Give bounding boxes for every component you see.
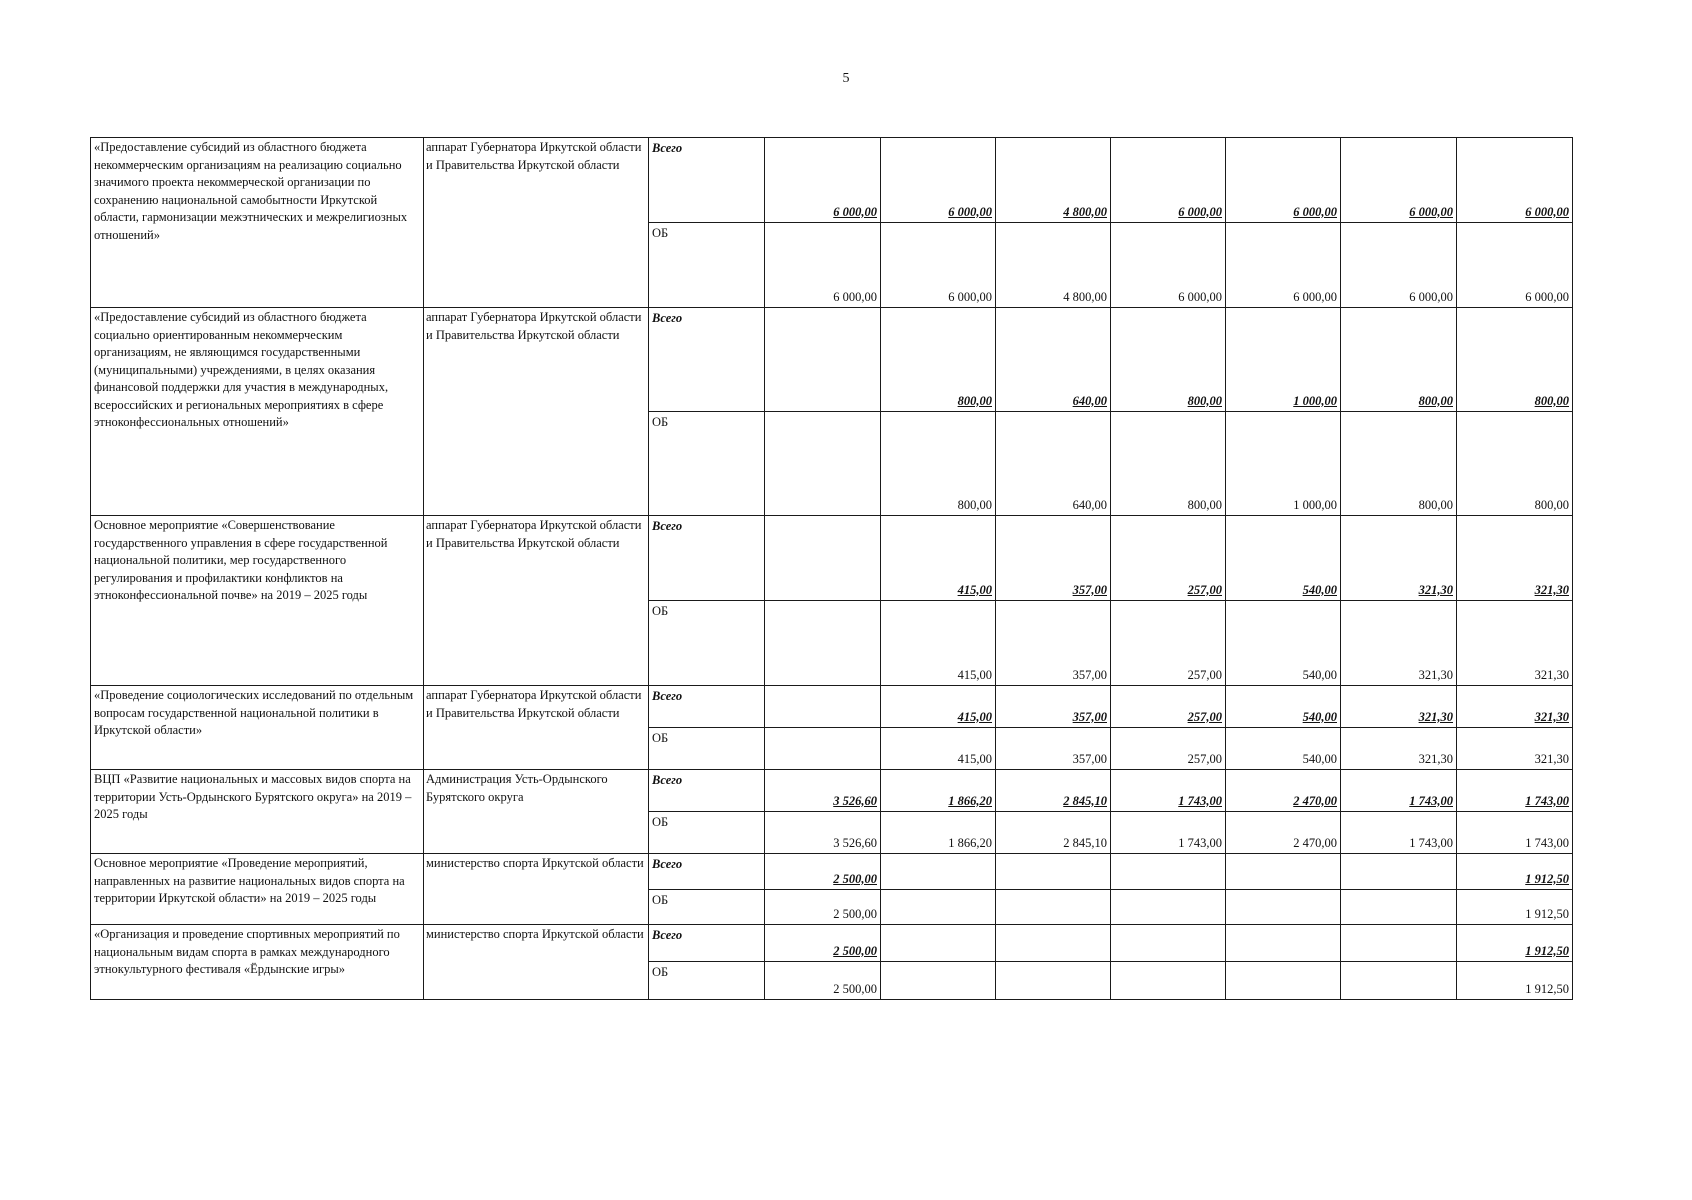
total-value-cell: 357,00 — [996, 516, 1111, 601]
activity-name-cell: «Организация и проведение спортивных мероприятий по национальным видам спорта в рамках международного этнокультурного фестиваля «Ёрдынские игры» — [91, 925, 424, 1000]
total-value-cell: 1 866,20 — [881, 770, 996, 812]
table-row — [91, 516, 1573, 601]
ob-value-cell — [765, 412, 881, 516]
total-value-cell: 2 470,00 — [1226, 770, 1341, 812]
funding-source-total-label: Всего — [649, 770, 765, 812]
ob-value-cell — [1111, 962, 1226, 1000]
total-value-cell: 800,00 — [1341, 308, 1457, 412]
ob-value-cell: 1 743,00 — [1457, 812, 1573, 854]
ob-value-cell: 321,30 — [1341, 728, 1457, 770]
ob-value-cell: 3 526,60 — [765, 812, 881, 854]
ob-value-cell: 415,00 — [881, 728, 996, 770]
ob-value-cell — [881, 962, 996, 1000]
activity-name-cell: Основное мероприятие «Совершенствование государственного управления в сфере государственной национальной политики, мер государственного регулирования и профилактики конфликтов на этноконфессиональной почве» на 2019 – 2025 годы — [91, 516, 424, 686]
ob-value-cell: 1 866,20 — [881, 812, 996, 854]
ob-value-cell: 540,00 — [1226, 728, 1341, 770]
total-value-cell: 415,00 — [881, 516, 996, 601]
total-value-cell — [1111, 854, 1226, 890]
total-value-cell — [765, 516, 881, 601]
ob-value-cell: 2 500,00 — [765, 962, 881, 1000]
ob-value-cell: 6 000,00 — [1341, 223, 1457, 308]
total-value-cell: 540,00 — [1226, 686, 1341, 728]
total-value-cell: 1 743,00 — [1341, 770, 1457, 812]
total-value-cell: 415,00 — [881, 686, 996, 728]
executor-cell: министерство спорта Иркутской области — [424, 925, 649, 1000]
ob-value-cell: 257,00 — [1111, 728, 1226, 770]
total-value-cell: 321,30 — [1457, 516, 1573, 601]
ob-value-cell: 415,00 — [881, 601, 996, 686]
activity-name-cell: ВЦП «Развитие национальных и массовых видов спорта на территории Усть-Ордынского Бурятского округа» на 2019 – 2025 годы — [91, 770, 424, 854]
total-value-cell — [765, 308, 881, 412]
ob-value-cell: 1 912,50 — [1457, 890, 1573, 925]
ob-value-cell: 2 845,10 — [996, 812, 1111, 854]
total-value-cell: 2 845,10 — [996, 770, 1111, 812]
funding-source-total-label: Всего — [649, 308, 765, 412]
ob-value-cell: 6 000,00 — [1226, 223, 1341, 308]
total-value-cell: 6 000,00 — [881, 138, 996, 223]
ob-value-cell — [765, 601, 881, 686]
page-number: 5 — [842, 71, 850, 86]
ob-value-cell: 640,00 — [996, 412, 1111, 516]
activity-name-cell: Основное мероприятие «Проведение мероприятий, направленных на развитие национальных видов спорта на территории Иркутской области» на 2019 – 2025 годы — [91, 854, 424, 925]
total-value-cell: 2 500,00 — [765, 925, 881, 962]
total-value-cell: 6 000,00 — [1226, 138, 1341, 223]
total-value-cell: 1 743,00 — [1457, 770, 1573, 812]
funding-source-ob-label: ОБ — [649, 601, 765, 686]
total-value-cell — [1226, 854, 1341, 890]
funding-source-total-label: Всего — [649, 138, 765, 223]
total-value-cell — [996, 854, 1111, 890]
total-value-cell: 257,00 — [1111, 686, 1226, 728]
ob-value-cell — [765, 728, 881, 770]
activity-name-cell: «Предоставление субсидий из областного бюджета некоммерческим организациям на реализацию социально значимого проекта некоммерческой организации по сохранению национальной самобытности Иркутской области, гармонизации межэтнических и межрелигиозных отношений» — [91, 138, 424, 308]
ob-value-cell: 321,30 — [1341, 601, 1457, 686]
funding-source-ob-label: ОБ — [649, 223, 765, 308]
total-value-cell: 321,30 — [1341, 516, 1457, 601]
total-value-cell: 800,00 — [1457, 308, 1573, 412]
funding-source-total-label: Всего — [649, 925, 765, 962]
ob-value-cell: 4 800,00 — [996, 223, 1111, 308]
total-value-cell: 640,00 — [996, 308, 1111, 412]
executor-cell: аппарат Губернатора Иркутской области и Правительства Иркутской области — [424, 138, 649, 308]
total-value-cell: 357,00 — [996, 686, 1111, 728]
ob-value-cell: 6 000,00 — [765, 223, 881, 308]
ob-value-cell: 357,00 — [996, 728, 1111, 770]
ob-value-cell — [1226, 962, 1341, 1000]
executor-cell: Администрация Усть-Ордынского Бурятского округа — [424, 770, 649, 854]
activity-name-cell: «Проведение социологических исследований по отдельным вопросам государственной национальной политики в Иркутской области» — [91, 686, 424, 770]
ob-value-cell: 257,00 — [1111, 601, 1226, 686]
funding-source-total-label: Всего — [649, 686, 765, 728]
executor-cell: министерство спорта Иркутской области — [424, 854, 649, 925]
ob-value-cell: 1 743,00 — [1341, 812, 1457, 854]
funding-source-ob-label: ОБ — [649, 728, 765, 770]
ob-value-cell: 1 743,00 — [1111, 812, 1226, 854]
total-value-cell — [881, 854, 996, 890]
total-value-cell: 1 912,50 — [1457, 854, 1573, 890]
total-value-cell: 6 000,00 — [1341, 138, 1457, 223]
ob-value-cell: 800,00 — [1111, 412, 1226, 516]
ob-value-cell — [1341, 962, 1457, 1000]
total-value-cell: 800,00 — [1111, 308, 1226, 412]
ob-value-cell — [996, 962, 1111, 1000]
activity-name-cell: «Предоставление субсидий из областного бюджета социально ориентированным некоммерческим организациям, не являющимся государственными (муниципальными) учреждениями, в целях оказания финансовой поддержки для участия в международных, всероссийских и региональных мероприятиях в сфере этноконфессиональных отношений» — [91, 308, 424, 516]
executor-cell: аппарат Губернатора Иркутской области и Правительства Иркутской области — [424, 686, 649, 770]
total-value-cell: 2 500,00 — [765, 854, 881, 890]
ob-value-cell — [1341, 890, 1457, 925]
total-value-cell: 321,30 — [1457, 686, 1573, 728]
ob-value-cell — [996, 890, 1111, 925]
total-value-cell: 1 912,50 — [1457, 925, 1573, 962]
funding-source-ob-label: ОБ — [649, 890, 765, 925]
ob-value-cell: 1 000,00 — [1226, 412, 1341, 516]
total-value-cell: 1 743,00 — [1111, 770, 1226, 812]
ob-value-cell: 800,00 — [1341, 412, 1457, 516]
executor-cell: аппарат Губернатора Иркутской области и Правительства Иркутской области — [424, 516, 649, 686]
total-value-cell: 1 000,00 — [1226, 308, 1341, 412]
ob-value-cell — [881, 890, 996, 925]
ob-value-cell: 6 000,00 — [1457, 223, 1573, 308]
total-value-cell — [1111, 925, 1226, 962]
funding-source-total-label: Всего — [649, 854, 765, 890]
table-row — [91, 138, 1573, 223]
ob-value-cell: 6 000,00 — [881, 223, 996, 308]
table-row — [91, 686, 1573, 728]
budget-table — [90, 137, 1573, 1000]
ob-value-cell — [1111, 890, 1226, 925]
total-value-cell: 800,00 — [881, 308, 996, 412]
ob-value-cell: 1 912,50 — [1457, 962, 1573, 1000]
total-value-cell: 540,00 — [1226, 516, 1341, 601]
total-value-cell — [1226, 925, 1341, 962]
executor-cell: аппарат Губернатора Иркутской области и Правительства Иркутской области — [424, 308, 649, 516]
ob-value-cell: 357,00 — [996, 601, 1111, 686]
funding-source-ob-label: ОБ — [649, 962, 765, 1000]
ob-value-cell: 321,30 — [1457, 728, 1573, 770]
total-value-cell: 257,00 — [1111, 516, 1226, 601]
funding-source-ob-label: ОБ — [649, 412, 765, 516]
table-row — [91, 770, 1573, 812]
ob-value-cell — [1226, 890, 1341, 925]
total-value-cell: 3 526,60 — [765, 770, 881, 812]
ob-value-cell: 800,00 — [881, 412, 996, 516]
ob-value-cell: 2 500,00 — [765, 890, 881, 925]
total-value-cell: 321,30 — [1341, 686, 1457, 728]
ob-value-cell: 800,00 — [1457, 412, 1573, 516]
ob-value-cell: 321,30 — [1457, 601, 1573, 686]
table-body — [91, 138, 1573, 1000]
funding-source-total-label: Всего — [649, 516, 765, 601]
total-value-cell: 6 000,00 — [1111, 138, 1226, 223]
total-value-cell: 4 800,00 — [996, 138, 1111, 223]
funding-source-ob-label: ОБ — [649, 812, 765, 854]
table-row — [91, 308, 1573, 412]
total-value-cell: 6 000,00 — [1457, 138, 1573, 223]
total-value-cell — [1341, 854, 1457, 890]
table-row — [91, 854, 1573, 890]
ob-value-cell: 540,00 — [1226, 601, 1341, 686]
total-value-cell — [996, 925, 1111, 962]
total-value-cell — [765, 686, 881, 728]
total-value-cell: 6 000,00 — [765, 138, 881, 223]
total-value-cell — [881, 925, 996, 962]
ob-value-cell: 2 470,00 — [1226, 812, 1341, 854]
table-row — [91, 925, 1573, 962]
total-value-cell — [1341, 925, 1457, 962]
ob-value-cell: 6 000,00 — [1111, 223, 1226, 308]
